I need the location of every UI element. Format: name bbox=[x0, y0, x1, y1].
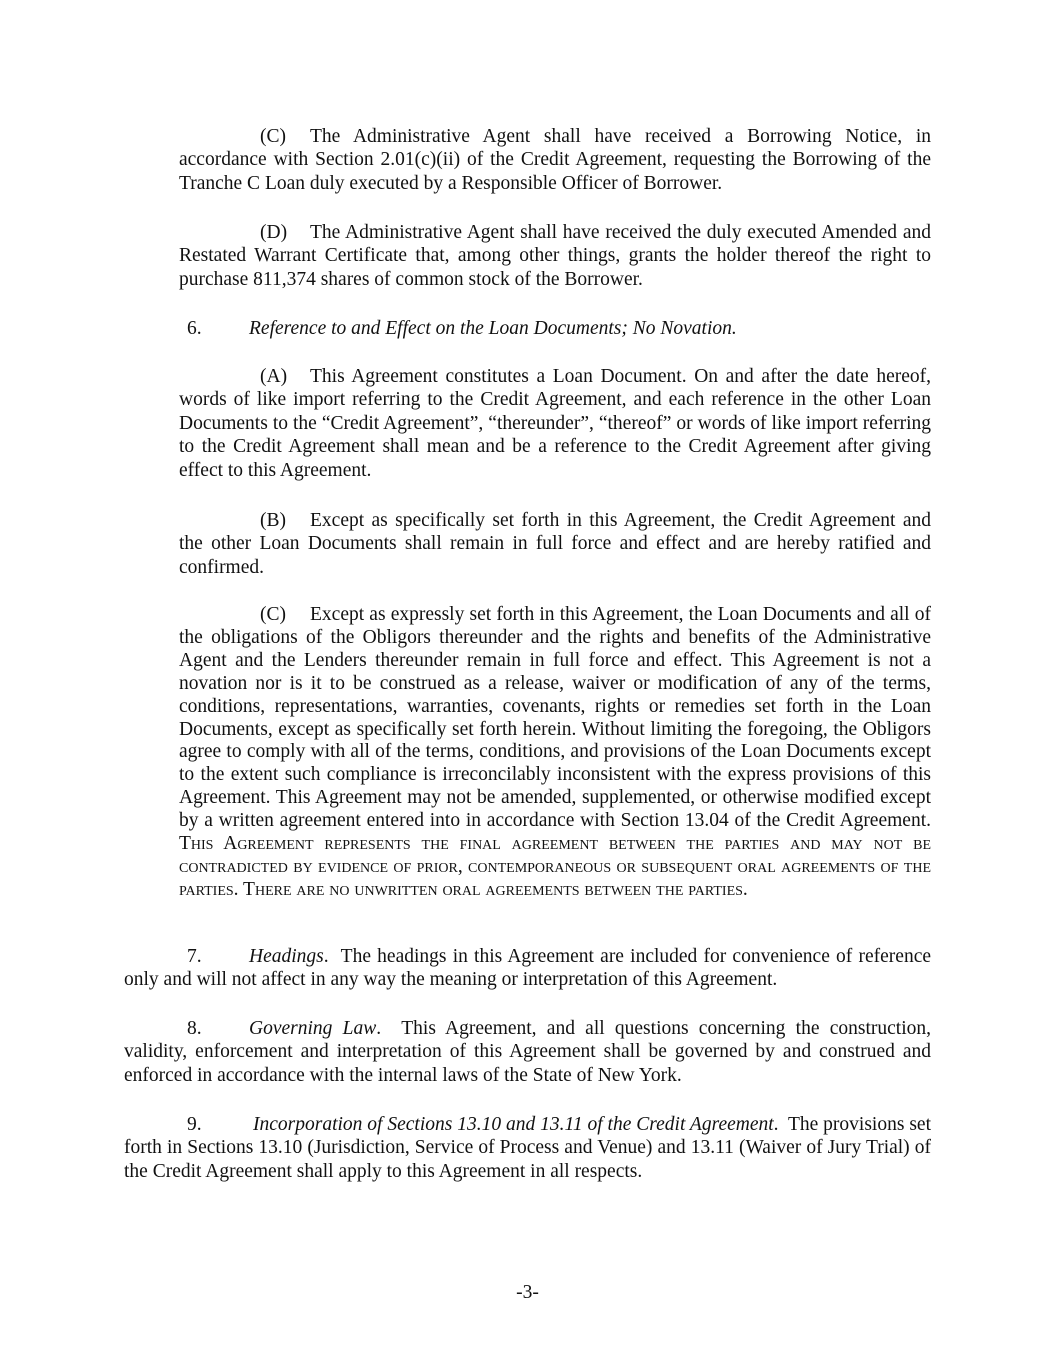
paragraph-text: The Administrative Agent shall have received the duly executed Amended and Restated Warrant Certificate that, among other things, grants the holder thereof the right to purchase 811,374 shares of common stock of the Borrower. bbox=[179, 222, 931, 290]
section-9: 9. Incorporation of Sections 13.10 and 13.11 of the Credit Agreement. The provisions set forth in Sections 13.10 (Jurisdiction, Service of Process and Venue) and 13.11 (Waiver of Jury Trial) of the Credit Agreement shall apply to this Agreement in all respects. bbox=[124, 1114, 931, 1182]
section-number: 6. bbox=[187, 318, 202, 339]
section-title: Governing Law bbox=[249, 1018, 377, 1039]
section-text: The provisions set forth in Sections 13.10 (Jurisdiction, Service of Process and Venue) and 13.11 (Waiver of Jury Trial) of the Credit Agreement shall apply to this Agreement in all respects. bbox=[124, 1114, 931, 1182]
section-title: Reference to and Effect on the Loan Documents; No Novation. bbox=[249, 318, 737, 339]
paragraph-text: Except as specifically set forth in this Agreement, the Credit Agreement and the other Loan Documents shall remain in full force and effect and are hereby ratified and confirmed. bbox=[179, 510, 931, 578]
paragraph-text: The Administrative Agent shall have received a Borrowing Notice, in accordance with Section 2.01(c)(ii) of the Credit Agreement, requesting the Borrowing of the Tranche C Loan duly executed by a Responsible Officer of Borrower. bbox=[179, 126, 931, 194]
page-number: -3- bbox=[516, 1282, 539, 1303]
section-number: 8. bbox=[187, 1018, 202, 1039]
section-title: Headings bbox=[249, 946, 324, 967]
paragraph-6b bbox=[179, 509, 931, 579]
paragraph-label: (C) bbox=[260, 604, 286, 625]
paragraph-label: (C) bbox=[260, 126, 286, 147]
paragraph-text: This Agreement constitutes a Loan Document. On and after the date hereof, words of like import referring to the Credit Agreement, and each reference in the other Loan Documents to the “Credit Agreement”, “thereunder”, “thereof” or words of like import referring to the Credit Agreement shall mean and be a reference to the Credit Agreement after giving effect to this Agreement. bbox=[179, 366, 931, 481]
paragraph-label: (A) bbox=[260, 366, 288, 387]
paragraph-5d bbox=[179, 221, 931, 291]
paragraph-5c bbox=[179, 125, 931, 195]
section-6-heading bbox=[187, 317, 737, 340]
section-title: Incorporation of Sections 13.10 and 13.11 of the Credit Agreement bbox=[253, 1114, 774, 1135]
paragraph-text: Except as expressly set forth in this Agreement, the Loan Documents and all of the obligations of the Obligors thereunder and the rights and benefits of the Administrative Agent and the Lenders thereunder remain in full force and effect. This Agreement is not a novation nor is it to be construed as a release, waiver or modification of any of the terms, conditions, representations, warranties, covenants, rights or remedies set forth in the Loan Documents, except as specifically set forth herein. Without limiting the foregoing, the Obligors agree to comply with all of the terms, conditions, and provisions of the Loan Documents except to the extent such compliance is irreconcilably inconsistent with the express provisions of this Agreement. This Agreement may not be amended, supplemented, or otherwise modified except by a written agreement entered into in accordance with Section 13.04 of the Credit Agreement. bbox=[179, 604, 931, 832]
paragraph-6a bbox=[179, 365, 931, 482]
section-number: 9. bbox=[187, 1114, 202, 1135]
paragraph-label: (D) bbox=[260, 222, 288, 243]
section-text: This Agreement, and all questions concerning the construction, validity, enforcement and interpretation of this Agreement shall be governed by and construed and enforced in accordance with the internal laws of the State of New York. bbox=[124, 1018, 931, 1086]
paragraph-caps-text: This Agreement represents the final agreement between the parties and may not be contradicted by evidence of prior, contemporaneous or subsequent oral agreements of the parties. There are no unwritten oral agreements between the parties. bbox=[179, 833, 931, 900]
section-number: 7. bbox=[187, 946, 202, 967]
section-7: 7. Headings. The headings in this Agreement are included for convenience of reference only and will not affect in any way the meaning or interpretation of this Agreement. bbox=[124, 946, 932, 991]
section-8: 8. Governing Law. This Agreement, and all questions concerning the construction, validity, enforcement and interpretation of this Agreement shall be governed by and construed and enforced in accordance with the internal laws of the State of New York. bbox=[124, 1018, 931, 1086]
section-text: The headings in this Agreement are included for convenience of reference only and will not affect in any way the meaning or interpretation of this Agreement. bbox=[124, 946, 932, 991]
paragraph-label: (B) bbox=[260, 510, 286, 531]
paragraph-6c bbox=[179, 604, 931, 902]
